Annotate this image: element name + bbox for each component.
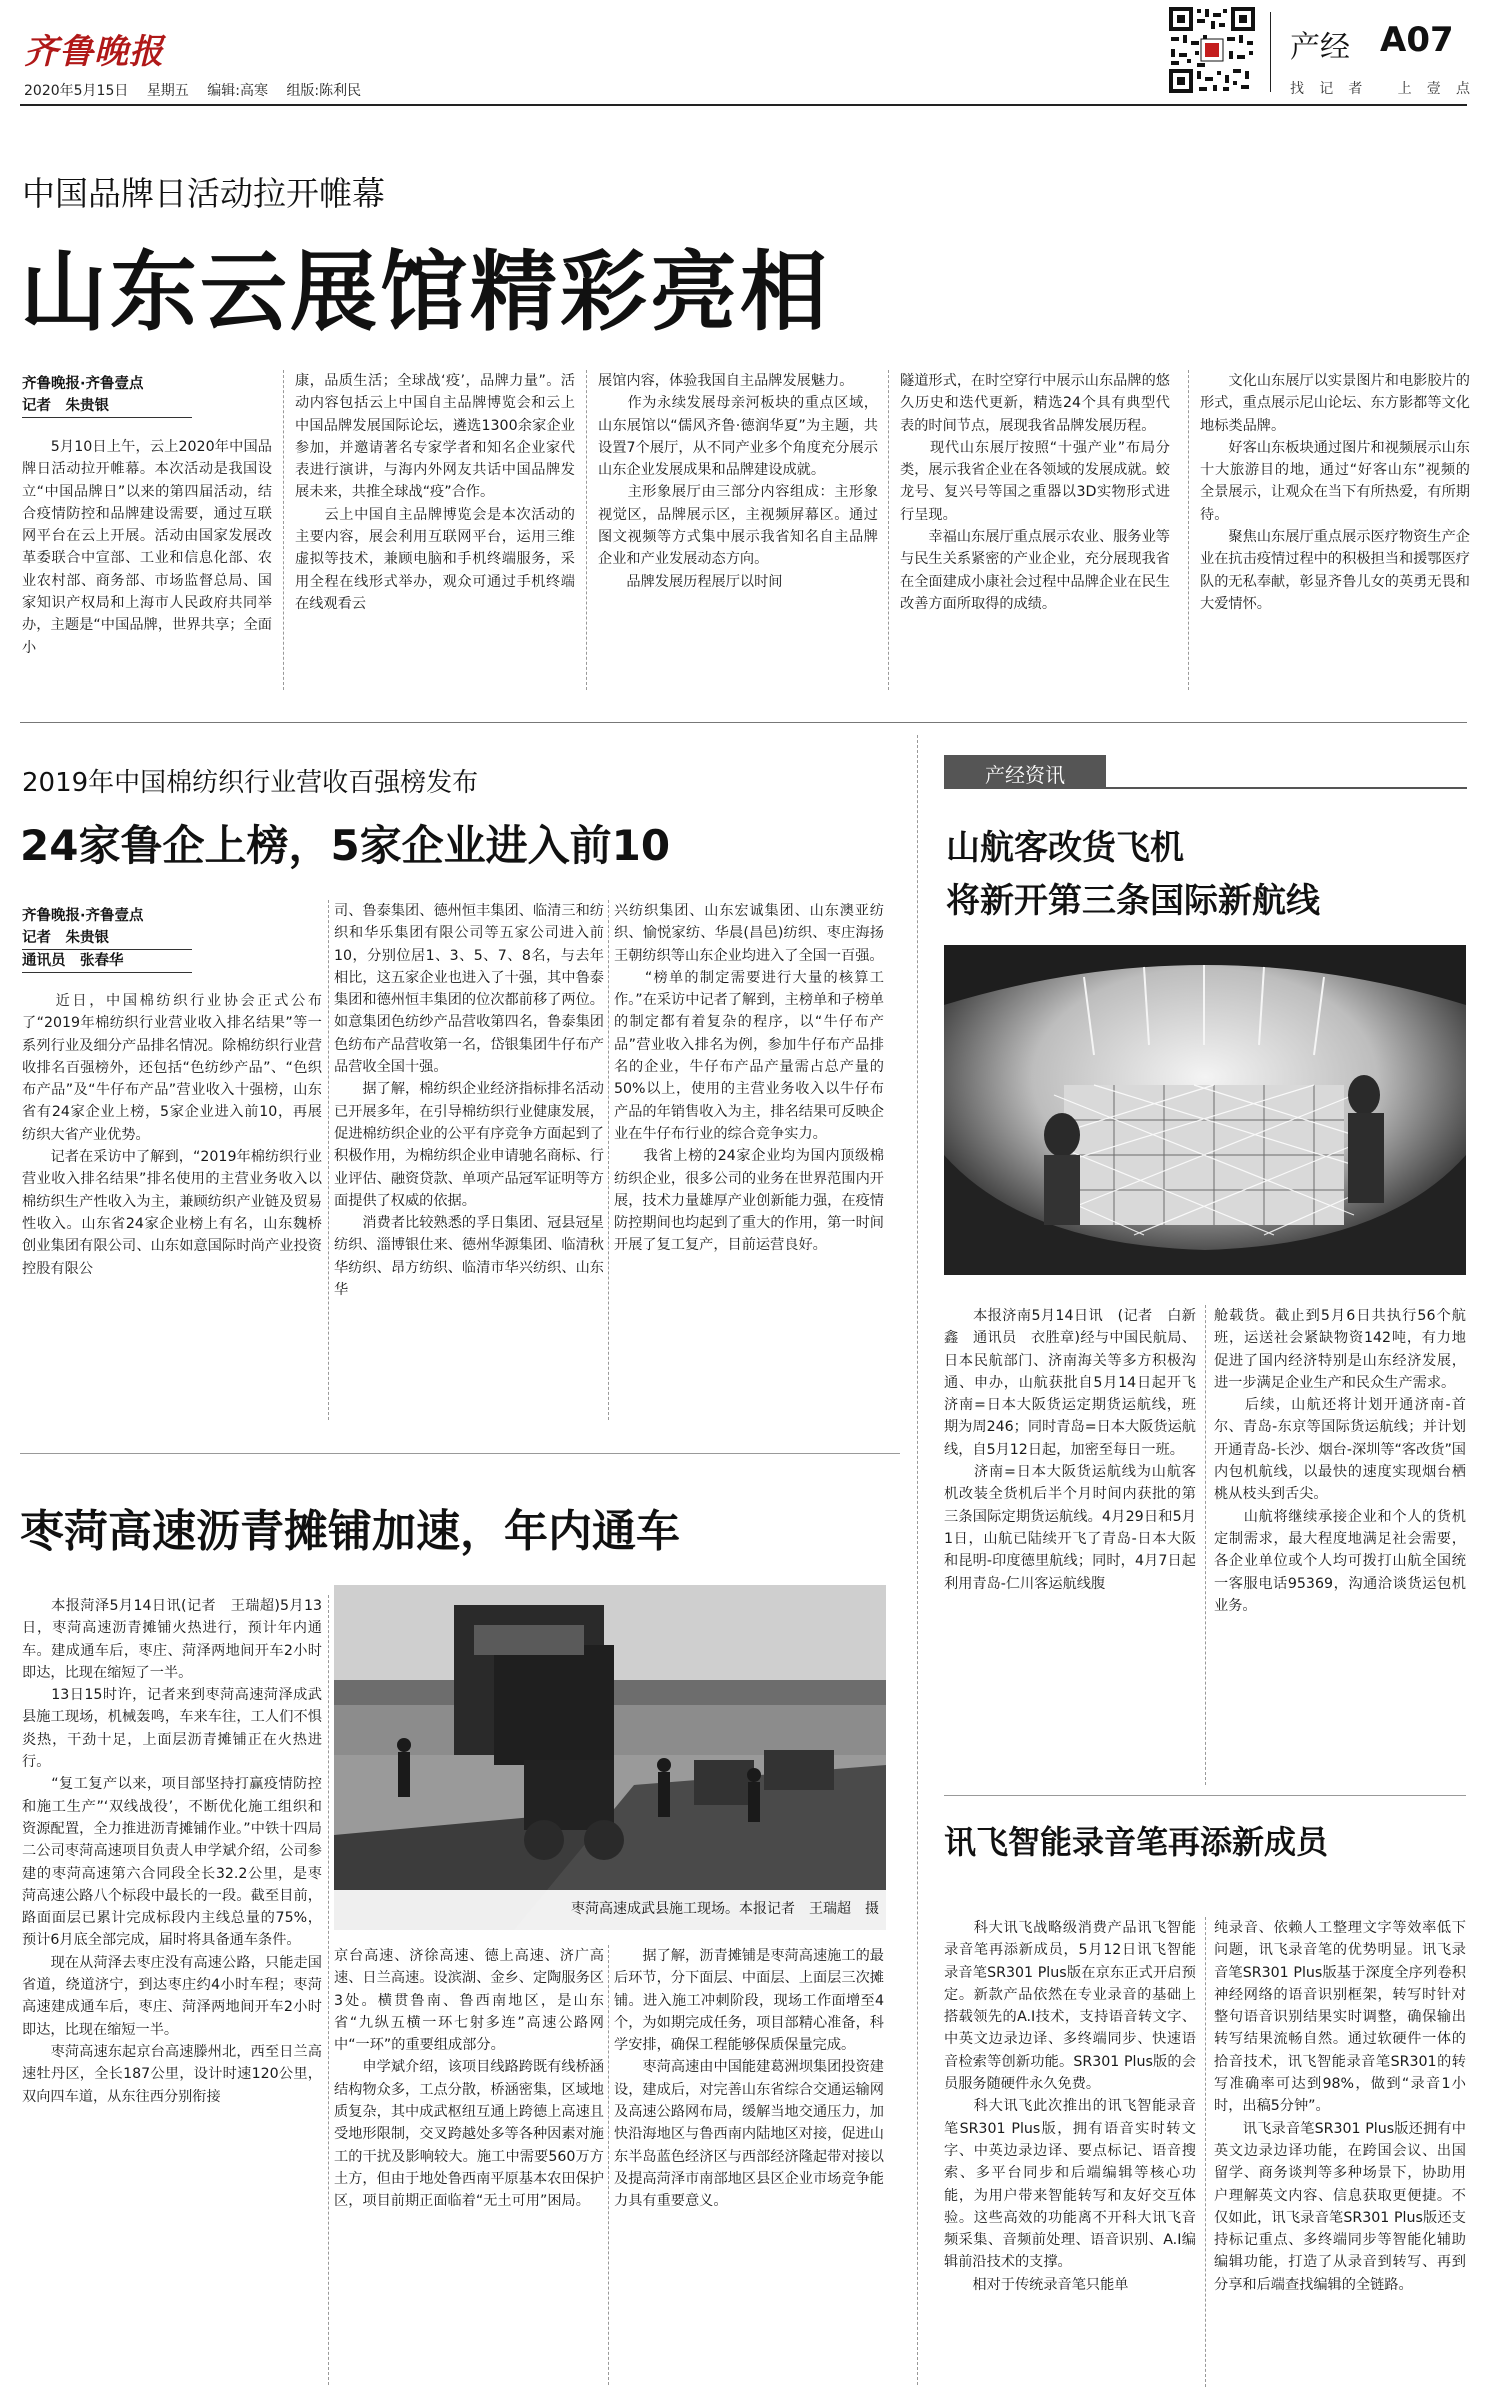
qr-code-icon [1167, 5, 1257, 95]
article3-title: 枣菏高速沥青摊铺加速，年内通车 [20, 1506, 680, 1557]
highway-photo-caption: 枣菏高速成武县施工现场。本报记者 王瑞超 摄 [571, 1901, 879, 1917]
article2-col1: 近日，中国棉纺织行业协会正式公布了“2019年棉纺织行业营业收入排名结果”等一系列行业及细分产品排名情况。除棉纺织行业营收排名百强榜外，还包括“色纺纱产品”、“色织布产品”及“牛仔布产品”营业收入十强榜，山东省有24家企业上榜，5家企业进入前10，再展纺织大省产业优势。 记者在采访中了解到，“2019年棉纺织行业营业收入排名结果”排名使用的主营业务收入以棉纺织生产性收入为主，兼顾纺织产业链及贸易性收入。山东省24家企业榜上有名，山东魏桥创业集团有限公司、山东如意国际时尚产业投资控股有限公 [22, 993, 322, 1277]
news1-col2: 舱载货。截止到5月6日共执行56个航班，运送社会紧缺物资142吨，有力地促进了国内经济特别是山东经济发展，进一步满足企业生产和民众生产需求。 后续，山航还将计划开通济南-首尔、青岛-东京等国际货运航线；并计划开通青岛-长沙、烟台-深圳等“客改货”国内包机航线，以最快的速度实现烟台栖桃从枝头到舌尖。 山航将继续承接企业和个人的货机定制需求，最大程度地满足社会需要，各企业单位或个人均可拨打山航全国统一客服电话95369，沟通洽谈货运包机业务。 [1214, 1308, 1466, 1614]
article1-title: 山东云展馆精彩亮相 [20, 241, 830, 343]
article1-col4: 隧道形式，在时空穿行中展示山东品牌的悠久历史和迭代更新，精选24个具有典型代表的时间节点，展现我省品牌发展历程。 现代山东展厅按照“十强产业”布局分类，展示我省企业在各领域的发展成就。蛟龙号、复兴号等国之重器以3D实物形式进行呈现。 幸福山东展厅重点展示农业、服务业等与民生关系紧密的产业企业，充分展现我省在全面建成小康社会过程中品牌企业在民生改善方面所取得的成绩。 [900, 373, 1170, 612]
slogan-char: 壹 [1426, 81, 1441, 97]
sidebar-label: 产经资讯 [985, 763, 1065, 787]
column-divider [888, 370, 890, 690]
sidebar-label-bar [944, 755, 1467, 789]
news1-title-line2: 将新开第三条国际新航线 [946, 881, 1320, 921]
masthead-slogan [1290, 78, 1470, 98]
layout-credit: 组版:陈利民 [286, 83, 362, 99]
slogan-char: 记 [1319, 81, 1334, 97]
slogan-char: 点 [1455, 81, 1470, 97]
editor-credit: 编辑:高寒 [207, 83, 268, 99]
article3-col2: 京台高速、济徐高速、德上高速、济广高速、日兰高速。设滨湖、金乡、定陶服务区3处。横贯鲁南、鲁西南地区，是山东省“九纵五横一环七射多连”高速公路网中“一环”的重要组成部分。 申学斌介绍，该项目线路跨既有线桥涵结构物众多，工点分散，桥涵密集，区域地质复杂，其中成武枢纽互通上跨德上高速且受地形限制，交叉跨越处多等各种因素对施工的干扰及影响较大。施工中需要560万方土方，但由于地处鲁西南平原基本农田保护区，项目前期正面临着“无土可用”困局。 [334, 1948, 604, 2210]
highway-paving-photo [334, 1585, 886, 1930]
paper-name-logo: 齐鲁晚报 [24, 32, 164, 72]
article2-byline [22, 905, 322, 973]
article3-col3: 据了解，沥青摊铺是枣菏高速施工的最后环节，分下面层、中面层、上面层三次摊铺。进入施工冲刺阶段，现场工作面增至4个，为如期完成任务，项目部精心准备，科学安排，确保工程能够保质保量完成。 枣菏高速由中国能建葛洲坝集团投资建设，建成后，对完善山东省综合交通运输网及高速公路网布局，缓解当地交通压力，加快沿海地区与鲁西南内陆地区对接，促进山东半岛蓝色经济区与西部经济隆起带对接以及提高菏泽市南部地区县区企业市场竞争能力具有重要意义。 [614, 1948, 884, 2210]
article1-col2: 康，品质生活；全球战‘疫’，品牌力量”。活动内容包括云上中国自主品牌博览会和云上中国品牌发展国际论坛，遴选1300余家企业参加，并邀请著名专家学者和知名企业家代表进行演讲，与海内外网友共话中国品牌发展未来，共推全球战“疫”合作。 云上中国自主品牌博览会是本次活动的主要内容，展会利用互联网平台，运用三维虚拟等技术，兼顾电脑和手机终端服务，采用全程在线形式举办，观众可通过手机终端在线观看云 [295, 373, 575, 612]
section-rule [20, 1453, 900, 1454]
masthead-info [24, 80, 361, 100]
cargo-cabin-photo [944, 945, 1466, 1275]
column-divider [283, 370, 285, 690]
column-divider [328, 900, 330, 1420]
masthead-divider [1270, 12, 1271, 92]
column-divider [608, 900, 610, 1420]
issue-date: 2020年5月15日 [24, 83, 129, 99]
slogan-char: 找 [1290, 81, 1304, 97]
news2-col2: 纯录音、依赖人工整理文字等效率低下问题，讯飞录音笔的优势明显。讯飞录音笔SR301 Plus版基于深度全序列卷积神经网络的语音识别框架，转写时针对整句语音识别结果实时调整，确保输出转写结果流畅自然。通过软硬件一体的拾音技术，讯飞智能录音笔SR301的转写准确率可达到98%，做到“录音1小时，出稿5分钟”。 讯飞录音笔SR301 Plus版还拥有中英文边录边译功能，在跨国会议、出国留学、商务谈判等多种场景下，协助用户理解英文内容、信息获取更便捷。不仅如此，讯飞录音笔SR301 Plus版还支持标记重点、多终端同步等智能化辅助编辑功能，打造了从录音到转写、再到分享和后端查找编辑的全链路。 [1214, 1920, 1466, 2293]
sidebar-section-rule [944, 1795, 1466, 1796]
news1-title-line1: 山航客改货飞机 [946, 828, 1184, 868]
masthead-rule [20, 104, 1467, 106]
column-divider [1205, 1917, 1207, 2387]
news1-col1: 本报济南5月14日讯 (记者 白新鑫 通讯员 衣胜章)经与中国民航局、日本民航部门、济南海关等多方积极沟通、申办，山航获批自5月14日起开飞济南=日本大阪货运定期货运航线，班期为周246；同时青岛=日本大阪货运航线，自5月12日起，加密至每日一班。 济南=日本大阪货运航线为山航客机改装全货机后半个月时间内获批的第三条国际定期货运航线。4月29日和5月1日，山航已陆续开飞了青岛-日本大阪和昆明-印度德里航线；同时，4月7日起利用青岛-仁川客运航线腹 [944, 1308, 1196, 1592]
article2-correspondent: 通讯员 张春华 [22, 950, 192, 973]
sidebar-divider [917, 735, 919, 2385]
section-rule [20, 722, 1467, 723]
article1-col3: 展馆内容，体验我国自主品牌发展魅力。 作为永续发展母亲河板块的重点区域，山东展馆以“儒风齐鲁·德润华夏”为主题，共设置7个展厅，从不同产业多个角度充分展示山东企业发展成果和品牌建设成就。 主形象展厅由三部分内容组成：主形象视觉区，品牌展示区，主视频屏幕区。通过图文视频等方式集中展示我省知名自主品牌企业和产业发展动态方向。 品牌发展历程展厅以时间 [598, 373, 878, 590]
article1-col5: 文化山东展厅以实景图片和电影胶片的形式，重点展示尼山论坛、东方影都等文化地标类品牌。 好客山东板块通过图片和视频展示山东十大旅游目的地，通过“好客山东”视频的全景展示，让观众在当下有所热爱，有所期待。 聚焦山东展厅重点展示医疗物资生产企业在抗击疫情过程中的积极担当和援鄂医疗队的无私奉献，彰显齐鲁儿女的英勇无畏和大爱情怀。 [1200, 373, 1470, 612]
article1-col1: 5月10日上午，云上2020年中国品牌日活动拉开帷幕。本次活动是我国设立“中国品牌日”以来的第四届活动，结合疫情防控和品牌建设需要，通过互联网平台在云上开展。活动由国家发展改革委联合中宣部、工业和信息化部、农业农村部、商务部、市场监督总局、国家知识产权局和上海市人民政府共同举办，主题是“中国品牌，世界共享；全面小 [22, 439, 272, 656]
news2-col1: 科大讯飞战略级消费产品讯飞智能录音笔再添新成员，5月12日讯飞智能录音笔SR301 Plus版在京东正式开启预定。新款产品依然在专业录音的基础上搭载领先的A.I技术，支持语音转文字、中英文边录边译、多终端同步、快速语音检索等创新功能。SR301 Plus版的会员服务随硬件永久免费。 科大讯飞此次推出的讯飞智能录音笔SR301 Plus版，拥有语音实时转文字、中英边录边译、要点标记、语音搜索、多平台同步和后端编辑等核心功能，为用户带来智能转写和友好交互体验。这些高效的功能离不开科大讯飞音频采集、音频前处理、语音识别、A.I编辑前沿技术的支撑。 相对于传统录音笔只能单 [944, 1920, 1196, 2293]
article1-reporter: 记者 朱贵银 [22, 395, 192, 418]
slogan-char: 者 [1348, 81, 1363, 97]
article2-col3: 兴纺织集团、山东宏诚集团、山东澳亚纺织、愉悦家纺、华晨(昌邑)纺织、枣庄海扬王朝纺织等山东企业均进入了全国一百强。 “榜单的制定需要进行大量的核算工作。”在采访中记者了解到，主榜单和子榜单的制定都有着复杂的程序，以“牛仔布产品”营业收入排名为例，参加牛仔布产品排名的企业，牛仔布产品产量需占总产量的50%以上，使用的主营业务收入以牛仔布产品的年销售收入为主，排名结果可反映企业在牛仔布行业的综合竞争实力。 我省上榜的24家企业均为国内顶级棉纺织企业，很多公司的业务在世界范围内开展，技术力量雄厚产业创新能力强，在疫情防控期间也均起到了重大的作用，第一时间开展了复工复产，目前运营良好。 [614, 903, 884, 1254]
news2-title: 讯飞智能录音笔再添新成员 [944, 1823, 1329, 1861]
article2-col2: 司、鲁泰集团、德州恒丰集团、临清三和纺织和华乐集团有限公司等五家公司进入前10，分别位居1、3、5、7、8名，与去年相比，这五家企业也进入了十强，其中鲁泰集团和德州恒丰集团的位次都前移了两位。如意集团色纺纱产品营收第四名，鲁泰集团色纺布产品营收第一名，岱银集团牛仔布产品营收全国十强。 据了解，棉纺织企业经济指标排名活动已开展多年，在引导棉纺织行业健康发展，促进棉纺织企业的公平有序竞争方面起到了积极作用，为棉纺织企业申请驰名商标、行业评估、融资贷款、单项产品冠军证明等方面提供了权威的依据。 消费者比较熟悉的孚日集团、冠县冠星纺织、淄博银仕来、德州华源集团、临清秋华纺织、昂方纺织、临清市华兴纺织、山东华 [334, 903, 604, 1299]
issue-weekday: 星期五 [146, 83, 189, 99]
section-name: 产经 [1290, 30, 1350, 65]
column-divider [328, 1595, 330, 2385]
article2-source: 齐鲁晚报·齐鲁壹点 [22, 908, 144, 924]
article3-col1: 本报菏泽5月14日讯(记者 王瑞超)5月13日，枣菏高速沥青摊铺火热进行，预计年内通车。建成通车后，枣庄、菏泽两地间开车2小时即达，比现在缩短了一半。 13日15时许，记者来到枣菏高速菏泽成武县施工现场，机械轰鸣，车来车往，工人们不惧炎热，干劲十足，上面层沥青摊铺正在火热进行。 “复工复产以来，项目部坚持打赢疫情防控和施工生产”‘双线战役’，不断优化施工组织和资源配置，全力推进沥青摊铺作业。”中铁十四局二公司枣菏高速项目负责人申学斌介绍，公司参建的枣菏高速第六合同段全长32.2公里，是枣菏高速公路八个标段中最长的一段。截至目前，路面面层已累计完成标段内主线总量的75%，预计6月底全部完成，届时将具备通车条件。 现在从菏泽去枣庄没有高速公路，只能走国省道，绕道济宁，到达枣庄约4小时车程；枣菏高速建成通车后，枣庄、菏泽两地间开车2小时即达，比现在缩短一半。 枣菏高速东起京台高速滕州北，西至日兰高速牡丹区，全长187公里，设计时速120公里，双向四车道，从东往西分别衔接 [22, 1598, 322, 2105]
slogan-char: 上 [1397, 81, 1412, 97]
masthead [0, 0, 1487, 115]
article2-title: 24家鲁企上榜，5家企业进入前10 [20, 821, 671, 870]
column-divider [608, 1945, 610, 2385]
page-number: A07 [1380, 20, 1454, 60]
article1-byline [22, 373, 272, 418]
column-divider [1205, 1305, 1207, 1785]
column-divider [586, 370, 588, 690]
article2-reporter: 记者 朱贵银 [22, 927, 192, 950]
article1-source: 齐鲁晚报·齐鲁壹点 [22, 376, 144, 392]
column-divider [1188, 370, 1190, 690]
article2-kicker: 2019年中国棉纺织行业营收百强榜发布 [22, 768, 479, 798]
article1-kicker: 中国品牌日活动拉开帷幕 [22, 174, 385, 213]
